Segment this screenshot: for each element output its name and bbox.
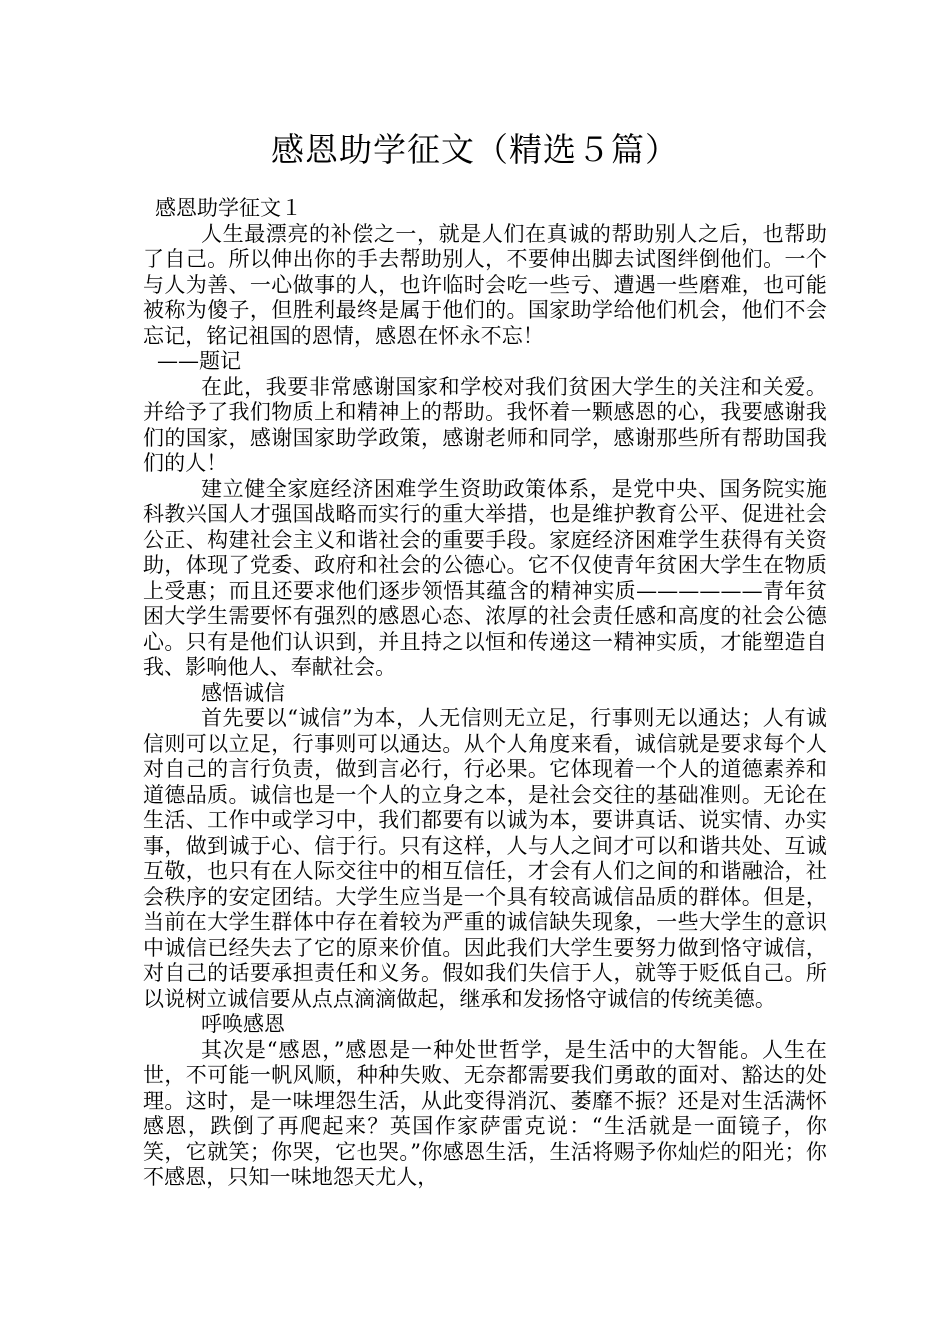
paragraph-intro: 人生最漂亮的补偿之一，就是人们在真诚的帮助别人之后，也帮助了自己。所以伸出你的手去帮助别人，不要伸出脚去试图绊倒他们。一个与人为善、一心做事的人，也许临时会吃一些亏、遭遇一些磨难，也可能被称为傻子，但胜利最终是属于他们的。国家助学给他们机会，他们不会忘记，铭记祖国的恩情，感恩在怀永不忘！ bbox=[143, 221, 827, 348]
essay-heading: 感恩助学征文１ bbox=[155, 196, 302, 220]
section-heading-integrity: 感悟诚信 bbox=[201, 680, 285, 705]
paragraph-integrity: 首先要以“诚信”为本，人无信则无立足，行事则无以通达；人有诚信则可以立足，行事则可以通达。从个人角度来看，诚信就是要求每个人对自己的言行负责，做到言必行，行必果。它体现着一个人的道德素养和道德品质。诚信也是一个人的立身之本，是社会交往的基础准则。无论在生活、工作中或学习中，我们都要有以诚为本，要讲真话、说实情、办实事，做到诚于心、信于行。只有这样，人与人之间才可以和谐共处、互诚互敬，也只有在人际交往中的相互信任，才会有人们之间的和谐融洽，社会秩序的安定团结。大学生应当是一个具有较高诚信品质的群体。但是，当前在大学生群体中存在着较为严重的诚信缺失现象，一些大学生的意识中诚信已经失去了它的原来价值。因此我们大学生要努力做到恪守诚信，对自己的话要承担责任和义务。假如我们失信于人，就等于贬低自己。所以说树立诚信要从点点滴滴做起，继承和发扬恪守诚信的传统美德。 bbox=[143, 706, 827, 1011]
paragraph-gratitude: 其次是“感恩，”感恩是一种处世哲学，是生活中的大智能。人生在世，不可能一帆风顺，种种失败、无奈都需要我们勇敢的面对、豁达的处理。这时，是一味埋怨生活，从此变得消沉、萎靡不振？还是对生活满怀感恩，跌倒了再爬起来？英国作家萨雷克说：“生活就是一面镜子，你笑，它就笑；你哭，它也哭。”你感恩生活，生活将赐予你灿烂的阳光；你不感恩，只知一味地怨天尤人， bbox=[143, 1037, 827, 1189]
paragraph-policy: 建立健全家庭经济困难学生资助政策体系，是党中央、国务院实施科教兴国人才强国战略而实行的重大举措，也是维护教育公平、促进社会公正、构建社会主义和谐社会的重要手段。家庭经济困难学生获得有关资助，体现了党委、政府和社会的公德心。它不仅使青年贫困大学生在物质上受惠；而且还要求他们逐步领悟其蕴含的精神实质——————青年贫困大学生需要怀有强烈的感恩心态、浓厚的社会责任感和高度的社会公德心。只有是他们认识到，并且持之以恒和传递这一精神实质，才能塑造自我、影响他人、奉献社会。 bbox=[143, 476, 827, 679]
paragraph-thanks: 在此，我要非常感谢国家和学校对我们贫困大学生的关注和关爱。并给予了我们物质上和精神上的帮助。我怀着一颗感恩的心，我要感谢我们的国家，感谢国家助学政策，感谢老师和同学，感谢那些所有帮助国我们的人！ bbox=[143, 374, 827, 475]
document-title: 感恩助学征文（精选５篇） bbox=[271, 130, 679, 169]
section-heading-gratitude: 呼唤感恩 bbox=[201, 1012, 285, 1036]
epigraph-signature: ——题记 bbox=[157, 349, 241, 373]
document-body bbox=[143, 196, 827, 1191]
